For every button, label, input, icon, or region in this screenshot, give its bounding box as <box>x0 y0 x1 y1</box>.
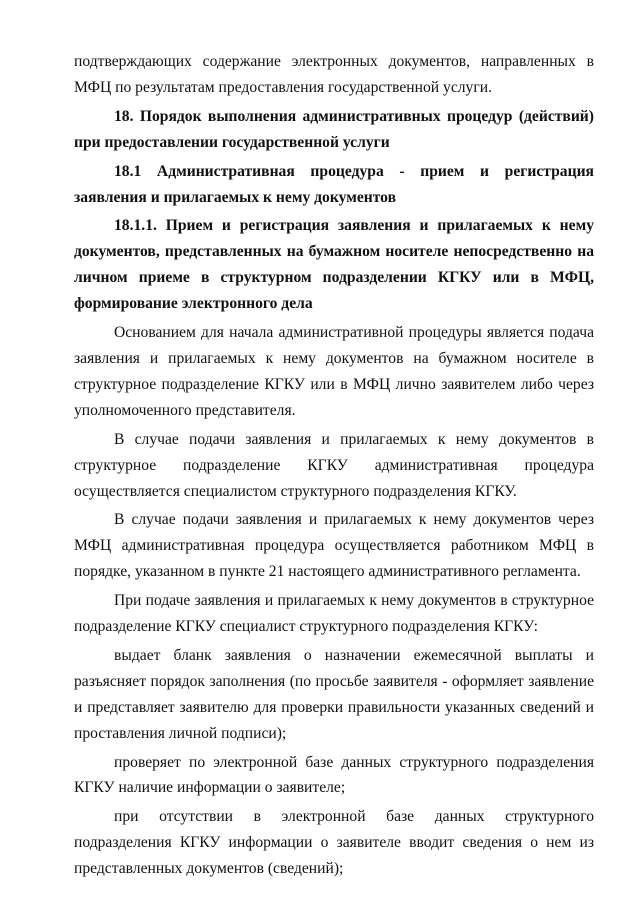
heading-section-18-1-1: 18.1.1. Прием и регистрация заявления и прилагаемых к нему документов, представленных на бумажном носителе непосредственно на личном приеме в структурном подразделении КГКУ или в МФЦ, формирование электронного дела <box>74 217 594 313</box>
paragraph-duty-issue-form: выдает бланк заявления о назначении ежемесячной выплаты и разъясняет порядок заполнения (по просьбе заявителя - оформляет заявление и представляет заявителю для проверки правильности указанных сведений и проставления личной подписи); <box>74 646 594 742</box>
paragraph-kgku-submission: В случае подачи заявления и прилагаемых к нему документов в структурное подразделение КГКУ административная процедура осуществляется специалистом структурного подразделения КГКУ. <box>74 430 594 500</box>
paragraph-mfc-submission: В случае подачи заявления и прилагаемых к нему документов через МФЦ административная процедура осуществляется работником МФЦ в порядке, указанном в пункте 21 настоящего административного регламента. <box>74 511 594 581</box>
paragraph-continuation: подтверждающих содержание электронных документов, направленных в МФЦ по результатам предоставления государственной услуги. <box>74 53 594 96</box>
paragraph-basis: Основанием для начала административной процедуры является подача заявления и прилагаемых к нему документов на бумажном носителе в структурное подразделение КГКУ или в МФЦ лично заявителем либо через уполномоченного представителя. <box>74 324 594 419</box>
heading-section-18: 18. Порядок выполнения административных процедур (действий) при предоставлении государственной услуги <box>74 107 594 151</box>
paragraph-specialist-duties-intro: При подаче заявления и прилагаемых к нему документов в структурное подразделение КГКУ специалист структурного подразделения КГКУ: <box>74 592 594 636</box>
paragraph-duty-enter-data: при отсутствии в электронной базе данных структурного подразделения КГКУ информации о заявителе вводит сведения о нем из представленных документов (сведений); <box>74 808 594 878</box>
paragraph-duty-check-database: проверяет по электронной базе данных структурного подразделения КГКУ наличие информации о заявителе; <box>74 753 594 797</box>
heading-section-18-1: 18.1 Административная процедура - прием и регистрация заявления и прилагаемых к нему документов <box>74 162 594 206</box>
